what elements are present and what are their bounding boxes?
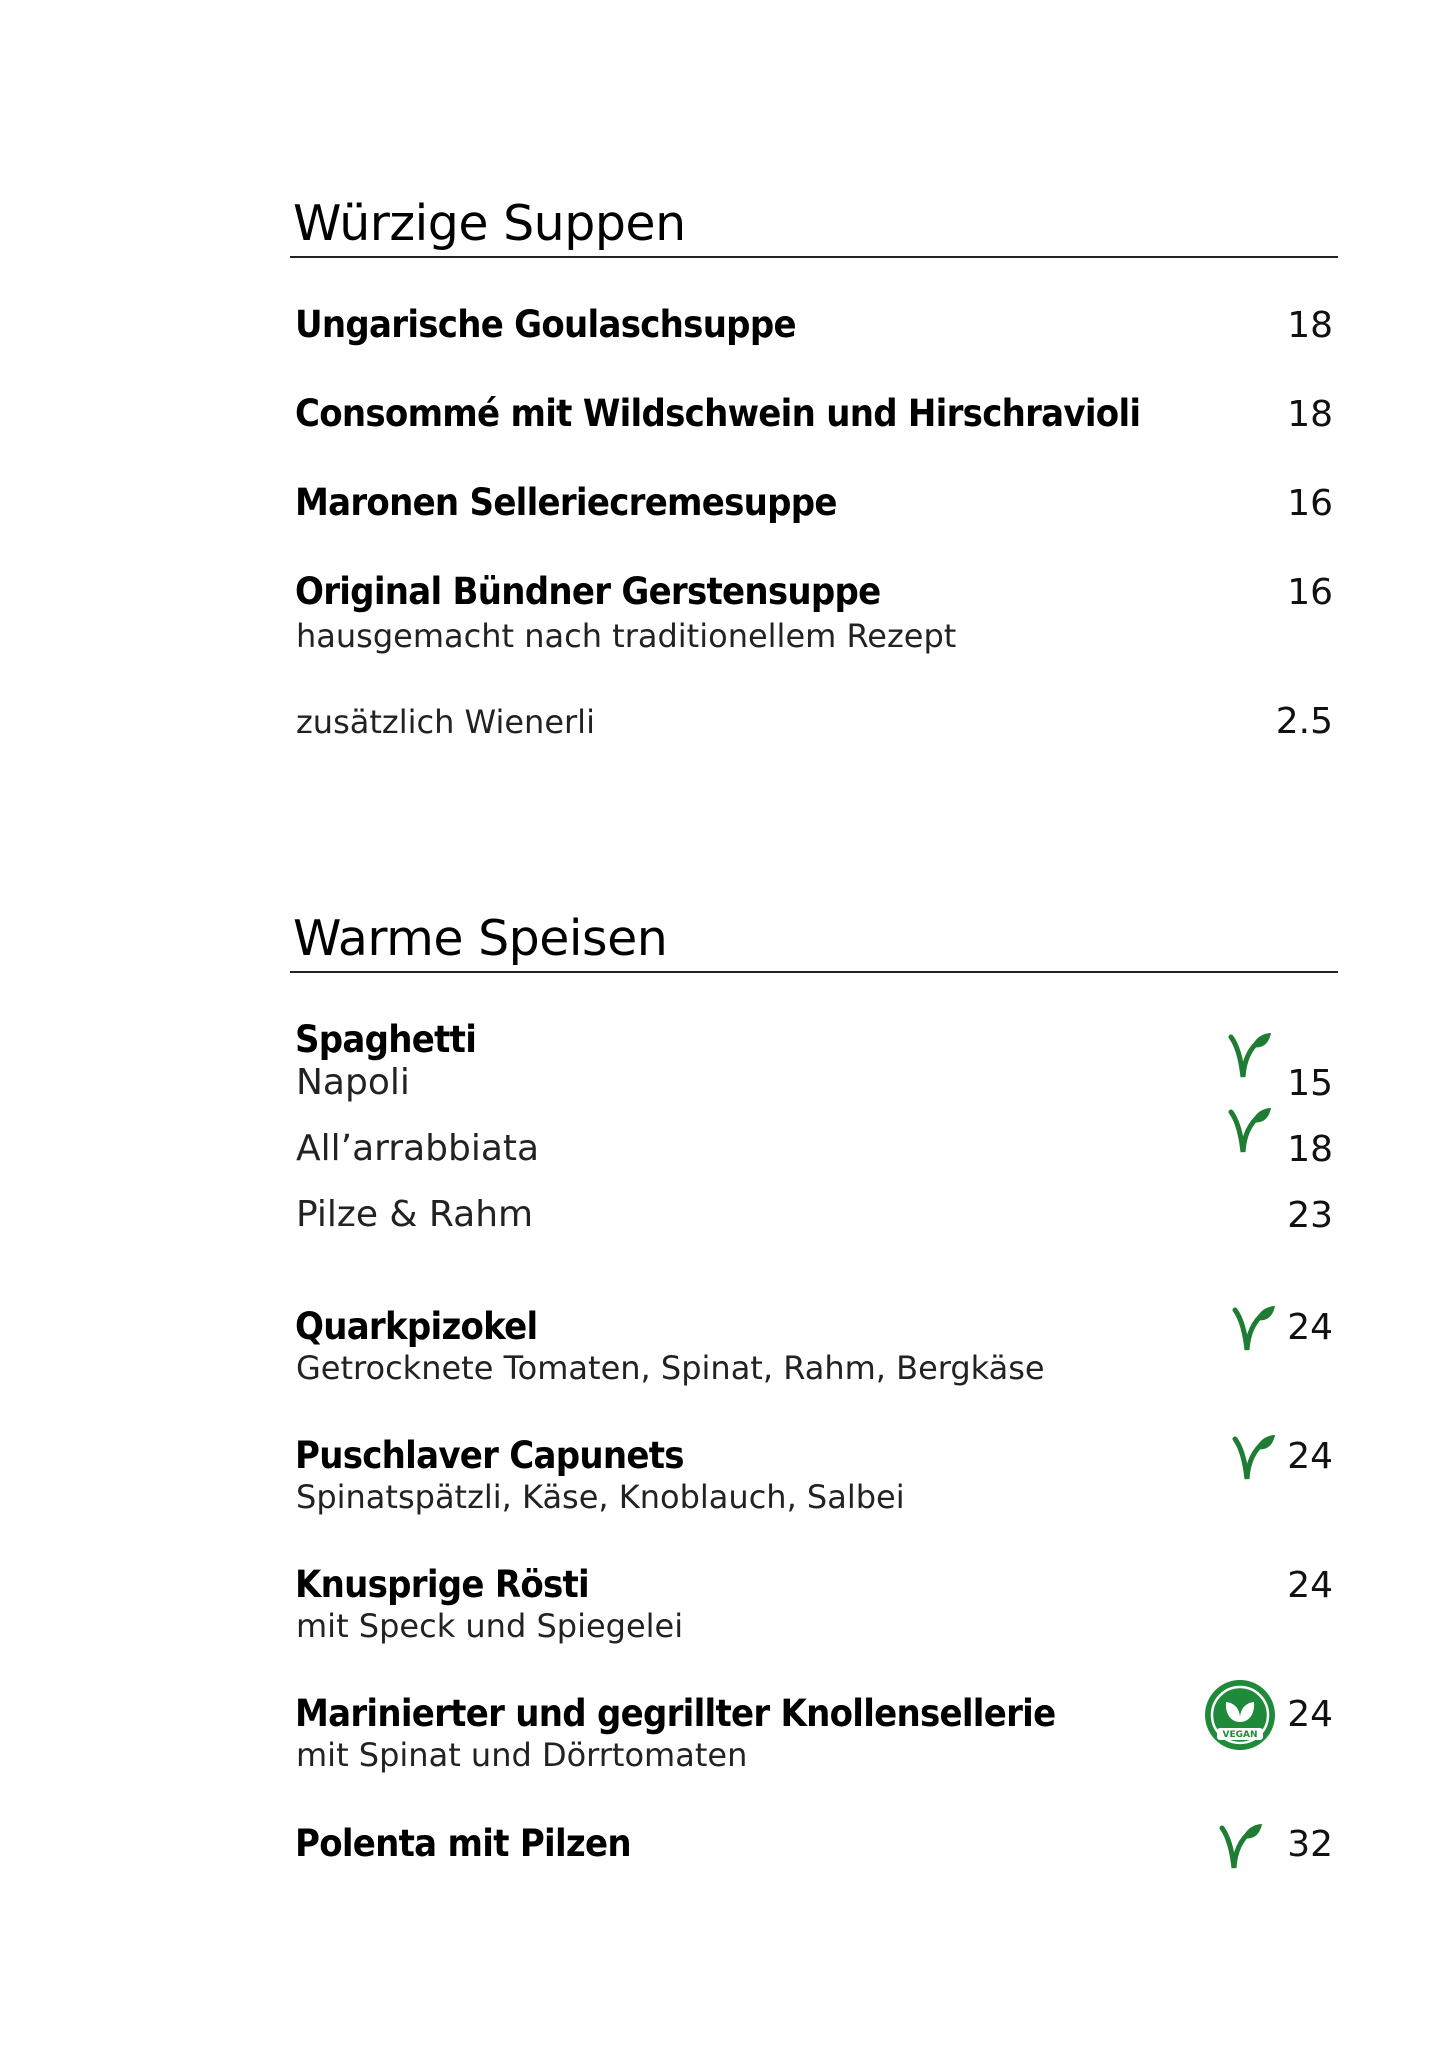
vegetarian-leaf-icon <box>1231 1304 1277 1354</box>
dish-name: Puschlaver Capunets <box>295 1434 684 1477</box>
vegetarian-leaf-icon <box>1227 1031 1273 1081</box>
variant-name: All’arrabbiata <box>296 1128 540 1169</box>
dish-name: Original Bündner Gerstensuppe <box>295 570 881 613</box>
dish-description: mit Spinat und Dörrtomaten <box>296 1736 748 1774</box>
dish-price: 24 <box>1287 1307 1333 1348</box>
dish-name: Spaghetti <box>295 1018 477 1061</box>
section-divider <box>290 971 1338 973</box>
section-title-warm-dishes: Warme Speisen <box>293 910 668 967</box>
dish-price: 18 <box>1287 305 1333 346</box>
vegan-badge-icon <box>1203 1678 1277 1752</box>
vegetarian-leaf-icon <box>1227 1106 1273 1156</box>
dish-name: Consommé mit Wildschwein und Hirschravioli <box>295 392 1141 435</box>
dish-name: Maronen Selleriecremesuppe <box>295 481 837 524</box>
dish-name: Polenta mit Pilzen <box>295 1822 631 1865</box>
vegetarian-leaf-icon <box>1218 1822 1264 1872</box>
variant-price: 23 <box>1287 1195 1333 1236</box>
vegetarian-leaf-icon <box>1231 1433 1277 1483</box>
dish-price: 24 <box>1287 1565 1333 1606</box>
dish-price: 16 <box>1287 483 1333 524</box>
dish-name: Marinierter und gegrillter Knollensellerie <box>295 1692 1056 1735</box>
dish-price: 18 <box>1287 394 1333 435</box>
variant-price: 18 <box>1287 1129 1333 1170</box>
variant-price: 15 <box>1287 1063 1333 1104</box>
extra-item-price: 2.5 <box>1275 701 1333 742</box>
dish-name: Knusprige Rösti <box>295 1563 589 1606</box>
dish-price: 24 <box>1287 1694 1333 1735</box>
dish-name: Quarkpizokel <box>295 1305 538 1348</box>
dish-price: 16 <box>1287 572 1333 613</box>
dish-price: 24 <box>1287 1436 1333 1477</box>
dish-price: 32 <box>1287 1824 1333 1865</box>
dish-description: hausgemacht nach traditionellem Rezept <box>296 617 957 655</box>
variant-name: Napoli <box>296 1062 410 1103</box>
dish-description: Getrocknete Tomaten, Spinat, Rahm, Bergkäse <box>296 1349 1045 1387</box>
dish-description: mit Speck und Spiegelei <box>296 1607 684 1645</box>
extra-item-name: zusätzlich Wienerli <box>296 703 595 741</box>
section-divider <box>290 256 1338 258</box>
dish-description: Spinatspätzli, Käse, Knoblauch, Salbei <box>296 1478 905 1516</box>
section-title-soups: Würzige Suppen <box>293 195 686 252</box>
dish-name: Ungarische Goulaschsuppe <box>295 303 796 346</box>
variant-name: Pilze & Rahm <box>296 1194 534 1235</box>
vegan-badge-label: VEGAN <box>1222 1730 1258 1740</box>
